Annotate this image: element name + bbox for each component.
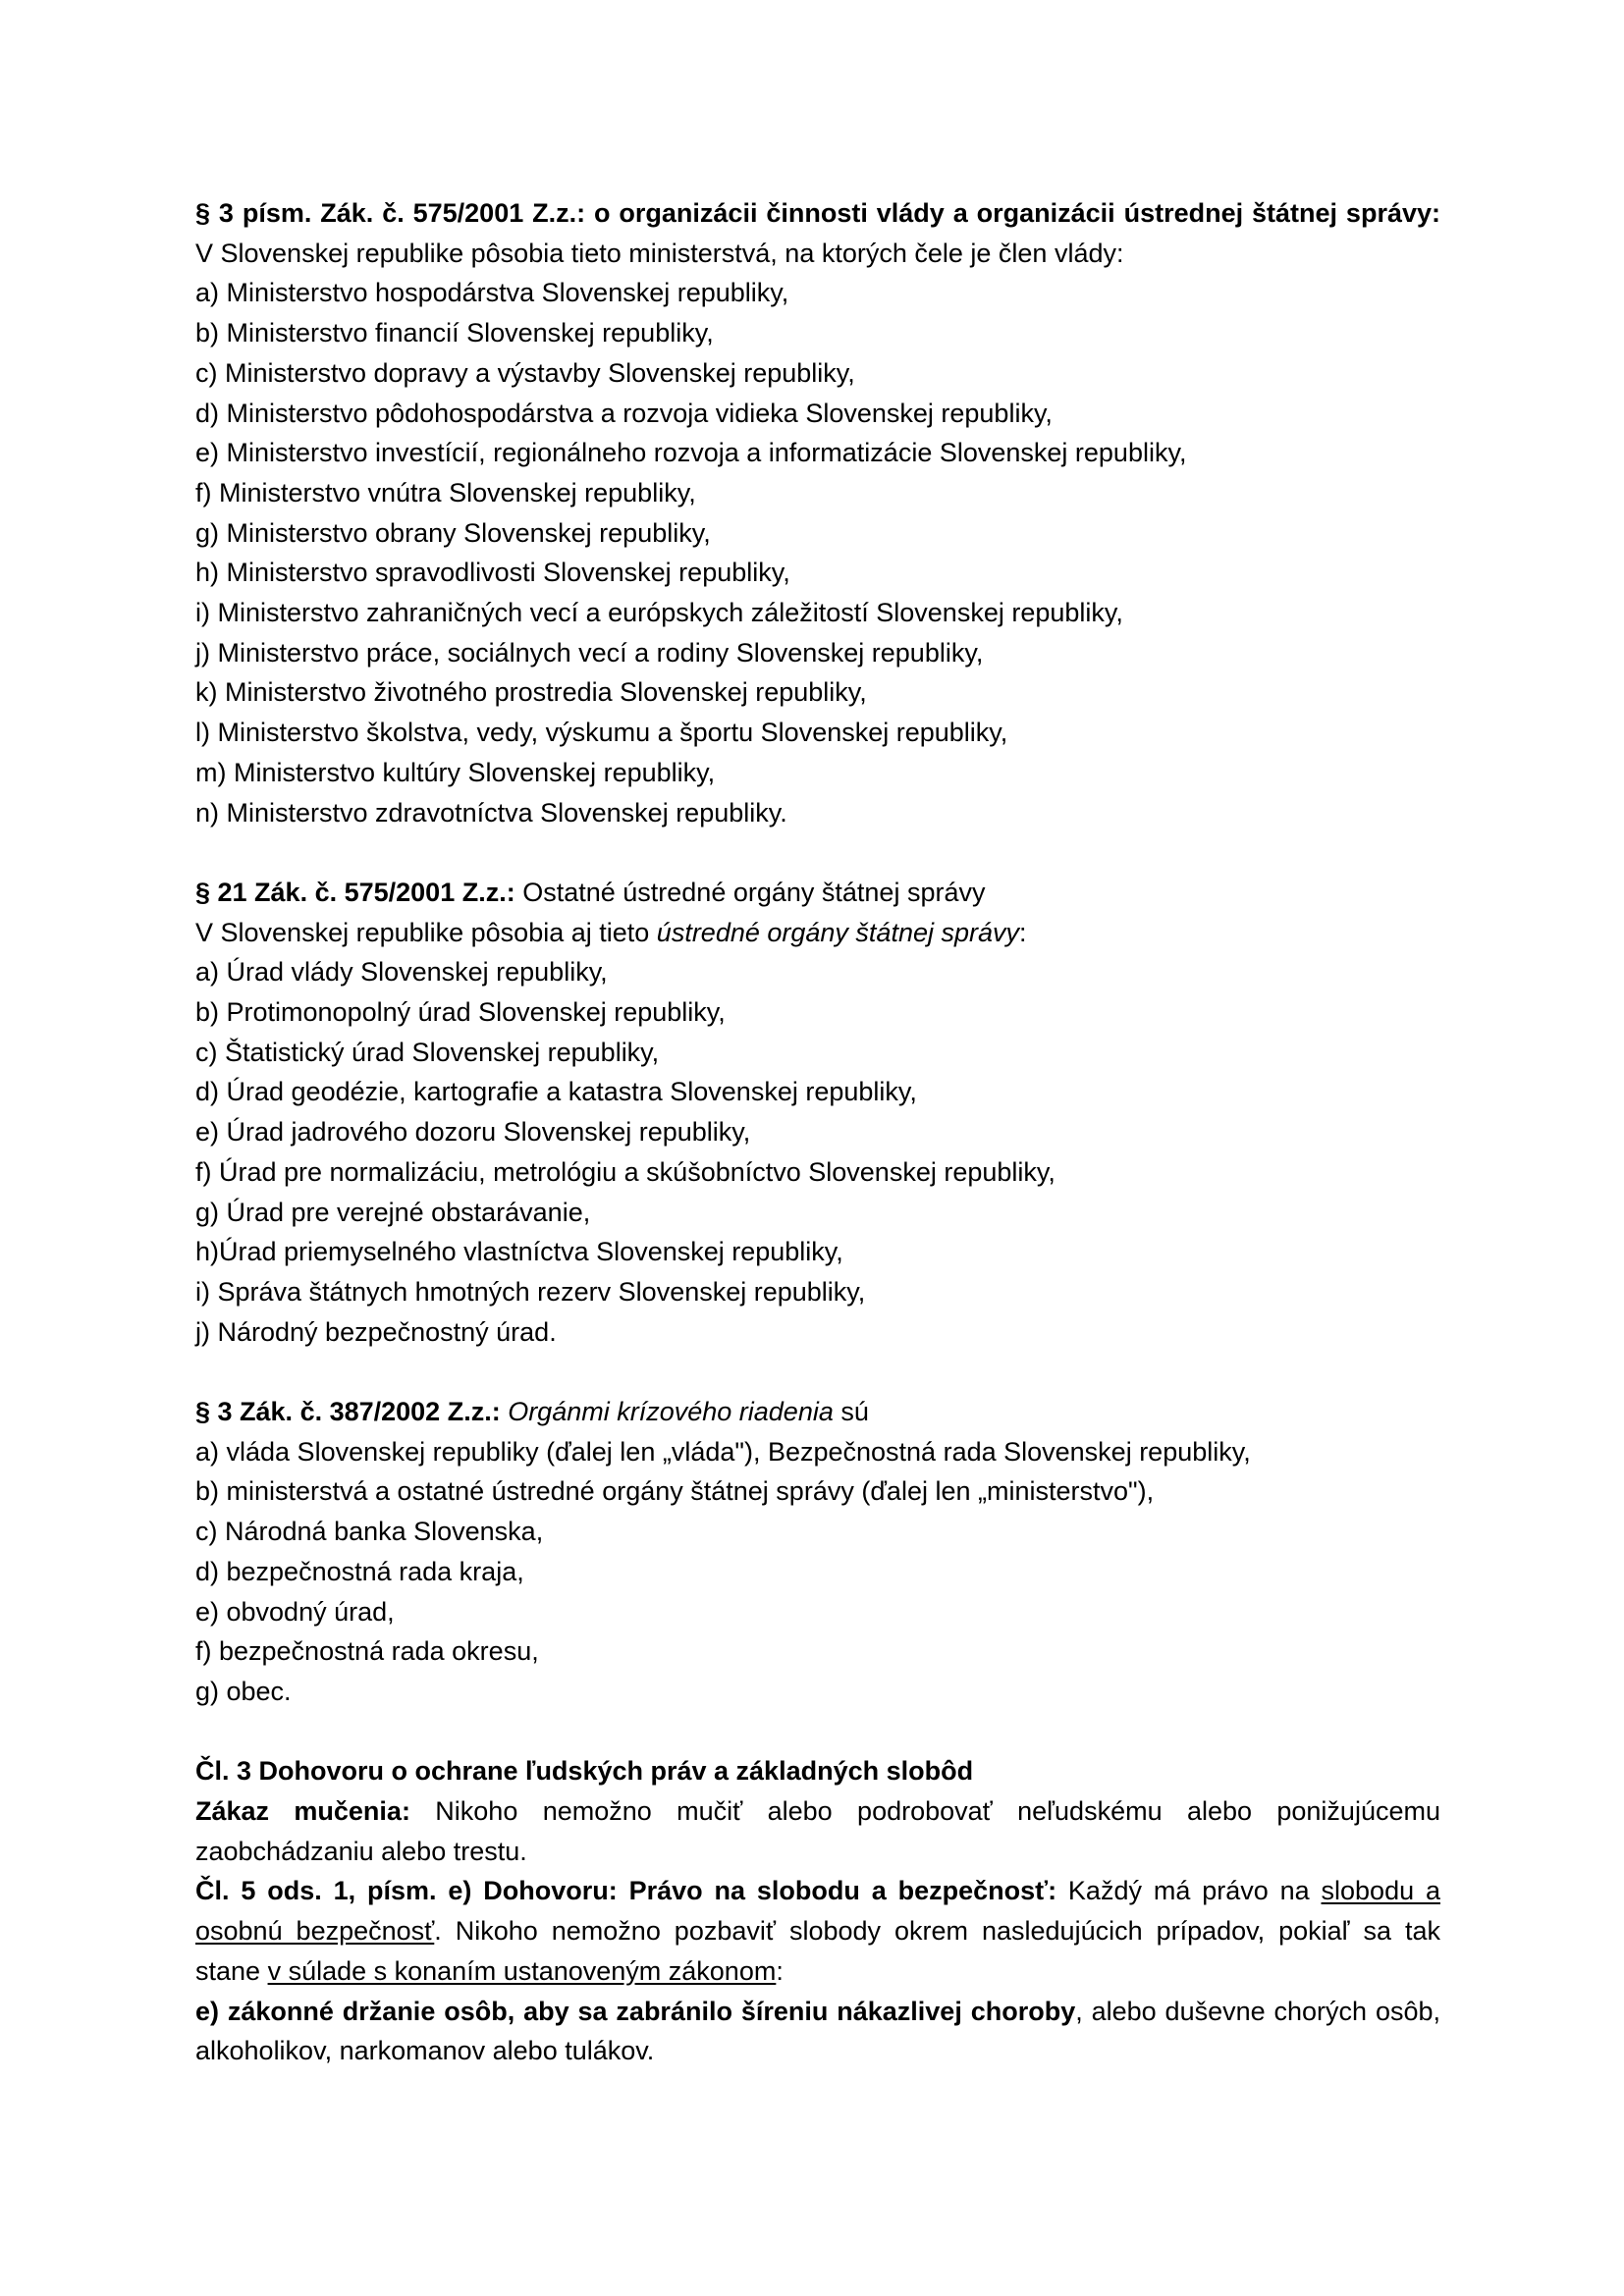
central-body-list-item: g) Úrad pre verejné obstarávanie, bbox=[195, 1197, 591, 1227]
section-central-bodies-intro: V Slovenskej republike pôsobia aj tieto ústredné orgány štátnej správy: bbox=[195, 917, 1027, 947]
ministry-list-item: d) Ministerstvo pôdohospodárstva a rozvoja vidieka Slovenskej republiky, bbox=[195, 398, 1053, 428]
ministry-list-item: k) Ministerstvo životného prostredia Slovenskej republiky, bbox=[195, 677, 867, 708]
crisis-body-list-item: g) obec. bbox=[195, 1676, 292, 1706]
ministries-list bbox=[195, 273, 1440, 832]
section-central-bodies-heading: § 21 Zák. č. 575/2001 Z.z.: Ostatné ústredné orgány štátnej správy bbox=[195, 877, 986, 907]
section-convention bbox=[195, 1751, 1440, 2071]
ministry-list-item: n) Ministerstvo zdravotníctva Slovenskej republiky. bbox=[195, 797, 787, 828]
ministry-list-item: m) Ministerstvo kultúry Slovenskej republiky, bbox=[195, 757, 716, 787]
crisis-body-list-item: b) ministerstvá a ostatné ústredné orgány štátnej správy (ďalej len „ministerstvo"), bbox=[195, 1476, 1155, 1507]
central-body-list-item: i) Správa štátnych hmotných rezerv Slovenskej republiky, bbox=[195, 1276, 866, 1307]
central-body-list-item: e) Úrad jadrového dozoru Slovenskej republiky, bbox=[195, 1117, 751, 1148]
section-ministries bbox=[195, 193, 1440, 832]
ministry-list-item: l) Ministerstvo školstva, vedy, výskumu a športu Slovenskej republiky, bbox=[195, 718, 1008, 748]
ministry-list-item: i) Ministerstvo zahraničných vecí a európskych záležitostí Slovenskej republiky, bbox=[195, 598, 1123, 628]
section-ministries-heading: § 3 písm. Zák. č. 575/2001 Z.z.: o organizácii činnosti vlády a organizácii ústrednej štátnej správy: bbox=[195, 198, 1440, 228]
central-body-list-item: b) Protimonopolný úrad Slovenskej republiky, bbox=[195, 997, 726, 1028]
spacer bbox=[195, 1352, 1440, 1392]
crisis-body-list-item: a) vláda Slovenskej republiky (ďalej len „vláda"), Bezpečnostná rada Slovenskej republiky, bbox=[195, 1436, 1251, 1467]
ministry-list-item: h) Ministerstvo spravodlivosti Slovenskej republiky, bbox=[195, 558, 790, 588]
section-central-bodies bbox=[195, 873, 1440, 1352]
central-body-list-item: d) Úrad geodézie, kartografie a katastra Slovenskej republiky, bbox=[195, 1077, 917, 1107]
section-convention-heading: Čl. 3 Dohovoru o ochrane ľudských práv a základných slobôd bbox=[195, 1756, 974, 1787]
ministry-list-item: b) Ministerstvo financií Slovenskej republiky, bbox=[195, 318, 714, 348]
right-to-liberty-paragraph: Čl. 5 ods. 1, písm. e) Dohovoru: Právo na slobodu a bezpečnosť: Každý má právo na slobodu a osobnú bezpečnosť. Nikoho nemožno pozbaviť slobody okrem nasledujúcich prípadov, pokiaľ sa tak stane v súlade s konaním ustanoveným zákonom: bbox=[195, 1876, 1440, 1986]
lawful-detention-paragraph: e) zákonné držanie osôb, aby sa zabránilo šíreniu nákazlivej choroby, alebo duševne chorých osôb, alkoholikov, narkomanov alebo tulákov. bbox=[195, 1996, 1440, 2066]
spacer bbox=[195, 1712, 1440, 1752]
central-body-list-item: j) Národný bezpečnostný úrad. bbox=[195, 1316, 557, 1347]
central-body-list-item: f) Úrad pre normalizáciu, metrológiu a skúšobníctvo Slovenskej republiky, bbox=[195, 1156, 1056, 1187]
central-bodies-list bbox=[195, 952, 1440, 1352]
crisis-bodies-list bbox=[195, 1432, 1440, 1712]
ministry-list-item: c) Ministerstvo dopravy a výstavby Slovenskej republiky, bbox=[195, 357, 855, 388]
underlined-phrase: v súlade s konaním ustanoveným zákonom bbox=[267, 1955, 777, 1986]
central-body-list-item: c) Štatistický úrad Slovenskej republiky, bbox=[195, 1037, 660, 1067]
prohibition-of-torture-paragraph: Zákaz mučenia: Nikoho nemožno mučiť alebo podrobovať neľudskému alebo ponižujúcemu zaobchádzaniu alebo trestu. bbox=[195, 1796, 1440, 1866]
central-body-list-item: a) Úrad vlády Slovenskej republiky, bbox=[195, 957, 608, 988]
ministry-list-item: f) Ministerstvo vnútra Slovenskej republiky, bbox=[195, 477, 696, 507]
document-page bbox=[195, 193, 1440, 2071]
spacer bbox=[195, 832, 1440, 873]
ministry-list-item: e) Ministerstvo investícií, regionálneho rozvoja a informatizácie Slovenskej republiky, bbox=[195, 438, 1187, 468]
central-body-list-item: h)Úrad priemyselného vlastníctva Slovenskej republiky, bbox=[195, 1237, 843, 1267]
crisis-body-list-item: f) bezpečnostná rada okresu, bbox=[195, 1636, 539, 1667]
ministry-list-item: g) Ministerstvo obrany Slovenskej republiky, bbox=[195, 517, 711, 548]
crisis-body-list-item: e) obvodný úrad, bbox=[195, 1596, 395, 1627]
section-ministries-intro: V Slovenskej republike pôsobia tieto ministerstvá, na ktorých čele je člen vlády: bbox=[195, 238, 1124, 268]
underlined-phrase: slobodu a osobnú bezpečnosť bbox=[195, 1876, 1440, 1947]
ministry-list-item: a) Ministerstvo hospodárstva Slovenskej republiky, bbox=[195, 278, 789, 308]
section-crisis-bodies bbox=[195, 1392, 1440, 1712]
section-crisis-bodies-heading: § 3 Zák. č. 387/2002 Z.z.: Orgánmi krízového riadenia sú bbox=[195, 1397, 869, 1427]
crisis-body-list-item: c) Národná banka Slovenska, bbox=[195, 1517, 544, 1547]
ministry-list-item: j) Ministerstvo práce, sociálnych vecí a rodiny Slovenskej republiky, bbox=[195, 637, 984, 667]
crisis-body-list-item: d) bezpečnostná rada kraja, bbox=[195, 1556, 524, 1586]
